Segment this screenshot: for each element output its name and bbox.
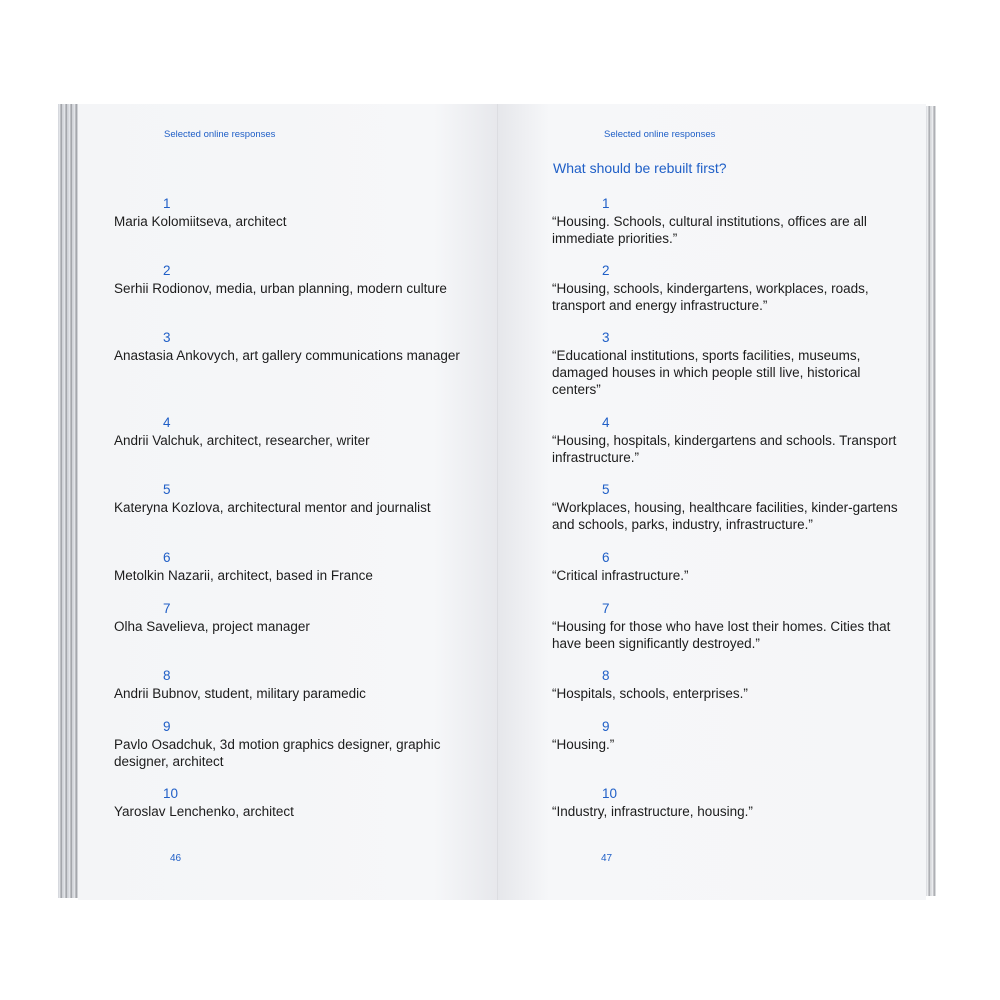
entry-number: 8 xyxy=(163,668,171,683)
entry-number: 2 xyxy=(163,263,171,278)
section-question: What should be rebuilt first? xyxy=(553,160,727,176)
list-item xyxy=(552,719,907,753)
entry-number: 1 xyxy=(602,196,610,211)
running-head: Selected online responses xyxy=(604,129,716,140)
entry-text: Maria Kolomiitseva, architect xyxy=(114,214,287,229)
right-page xyxy=(498,104,926,900)
entry-number: 3 xyxy=(602,330,610,345)
list-item xyxy=(114,263,484,297)
entry-text: Olha Savelieva, project manager xyxy=(114,619,310,634)
list-item xyxy=(114,482,484,516)
list-item xyxy=(552,786,907,820)
entry-text: “Housing.” xyxy=(552,737,615,752)
list-item xyxy=(552,482,907,533)
page-stack-right-edge xyxy=(926,106,936,896)
entry-text: “Industry, infrastructure, housing.” xyxy=(552,804,753,819)
entry-number: 6 xyxy=(163,550,171,565)
list-item xyxy=(114,601,484,635)
list-item xyxy=(552,415,907,466)
running-head: Selected online responses xyxy=(164,129,276,140)
list-item xyxy=(114,196,484,230)
entry-number: 7 xyxy=(602,601,610,616)
entry-number: 9 xyxy=(602,719,610,734)
entry-number: 9 xyxy=(163,719,171,734)
entry-text: Serhii Rodionov, media, urban planning, modern culture xyxy=(114,281,447,296)
entry-text: Kateryna Kozlova, architectural mentor and journalist xyxy=(114,500,431,515)
page-number: 46 xyxy=(170,853,182,864)
page-number: 47 xyxy=(601,853,613,864)
entry-text: Anastasia Ankovych, art gallery communications manager xyxy=(114,348,460,363)
entry-text: “Workplaces, housing, healthcare facilities, kinder-gartens and schools, parks, industry, infrastructure.” xyxy=(552,500,898,532)
entry-text: “Housing, hospitals, kindergartens and schools. Transport infrastructure.” xyxy=(552,433,897,465)
list-item xyxy=(114,786,484,820)
open-book xyxy=(58,100,936,902)
entry-text: “Critical infrastructure.” xyxy=(552,568,689,583)
list-item xyxy=(552,263,907,314)
list-item xyxy=(114,719,484,770)
entry-text: “Housing. Schools, cultural institutions, offices are all immediate priorities.” xyxy=(552,214,867,246)
list-item xyxy=(552,330,907,398)
entry-text: Yaroslav Lenchenko, architect xyxy=(114,804,294,819)
entry-number: 4 xyxy=(163,415,171,430)
list-item xyxy=(114,330,484,364)
entry-number: 4 xyxy=(602,415,610,430)
list-item xyxy=(114,550,484,584)
entry-number: 6 xyxy=(602,550,610,565)
entry-text: “Housing, schools, kindergartens, workplaces, roads, transport and energy infrastructure.” xyxy=(552,281,869,313)
entry-number: 10 xyxy=(602,786,618,801)
entry-text: Metolkin Nazarii, architect, based in France xyxy=(114,568,373,583)
entry-number: 2 xyxy=(602,263,610,278)
entry-number: 7 xyxy=(163,601,171,616)
entry-number: 8 xyxy=(602,668,610,683)
entry-number: 5 xyxy=(602,482,610,497)
list-item xyxy=(552,601,907,652)
entry-number: 3 xyxy=(163,330,171,345)
entry-text: Pavlo Osadchuk, 3d motion graphics designer, graphic designer, architect xyxy=(114,737,441,769)
entry-number: 1 xyxy=(163,196,171,211)
entry-text: “Housing for those who have lost their homes. Cities that have been significantly destroyed.” xyxy=(552,619,891,651)
list-item xyxy=(552,196,907,247)
entry-text: “Educational institutions, sports facilities, museums, damaged houses in which people still live, historical centers” xyxy=(552,348,861,397)
list-item xyxy=(552,550,907,584)
entry-text: “Hospitals, schools, enterprises.” xyxy=(552,686,748,701)
left-page xyxy=(78,104,498,900)
list-item xyxy=(552,668,907,702)
entry-text: Andrii Valchuk, architect, researcher, writer xyxy=(114,433,370,448)
entry-number: 10 xyxy=(163,786,179,801)
entry-text: Andrii Bubnov, student, military paramedic xyxy=(114,686,366,701)
list-item xyxy=(114,668,484,702)
page-stack-left-edge xyxy=(58,104,80,898)
list-item xyxy=(114,415,484,449)
entry-number: 5 xyxy=(163,482,171,497)
